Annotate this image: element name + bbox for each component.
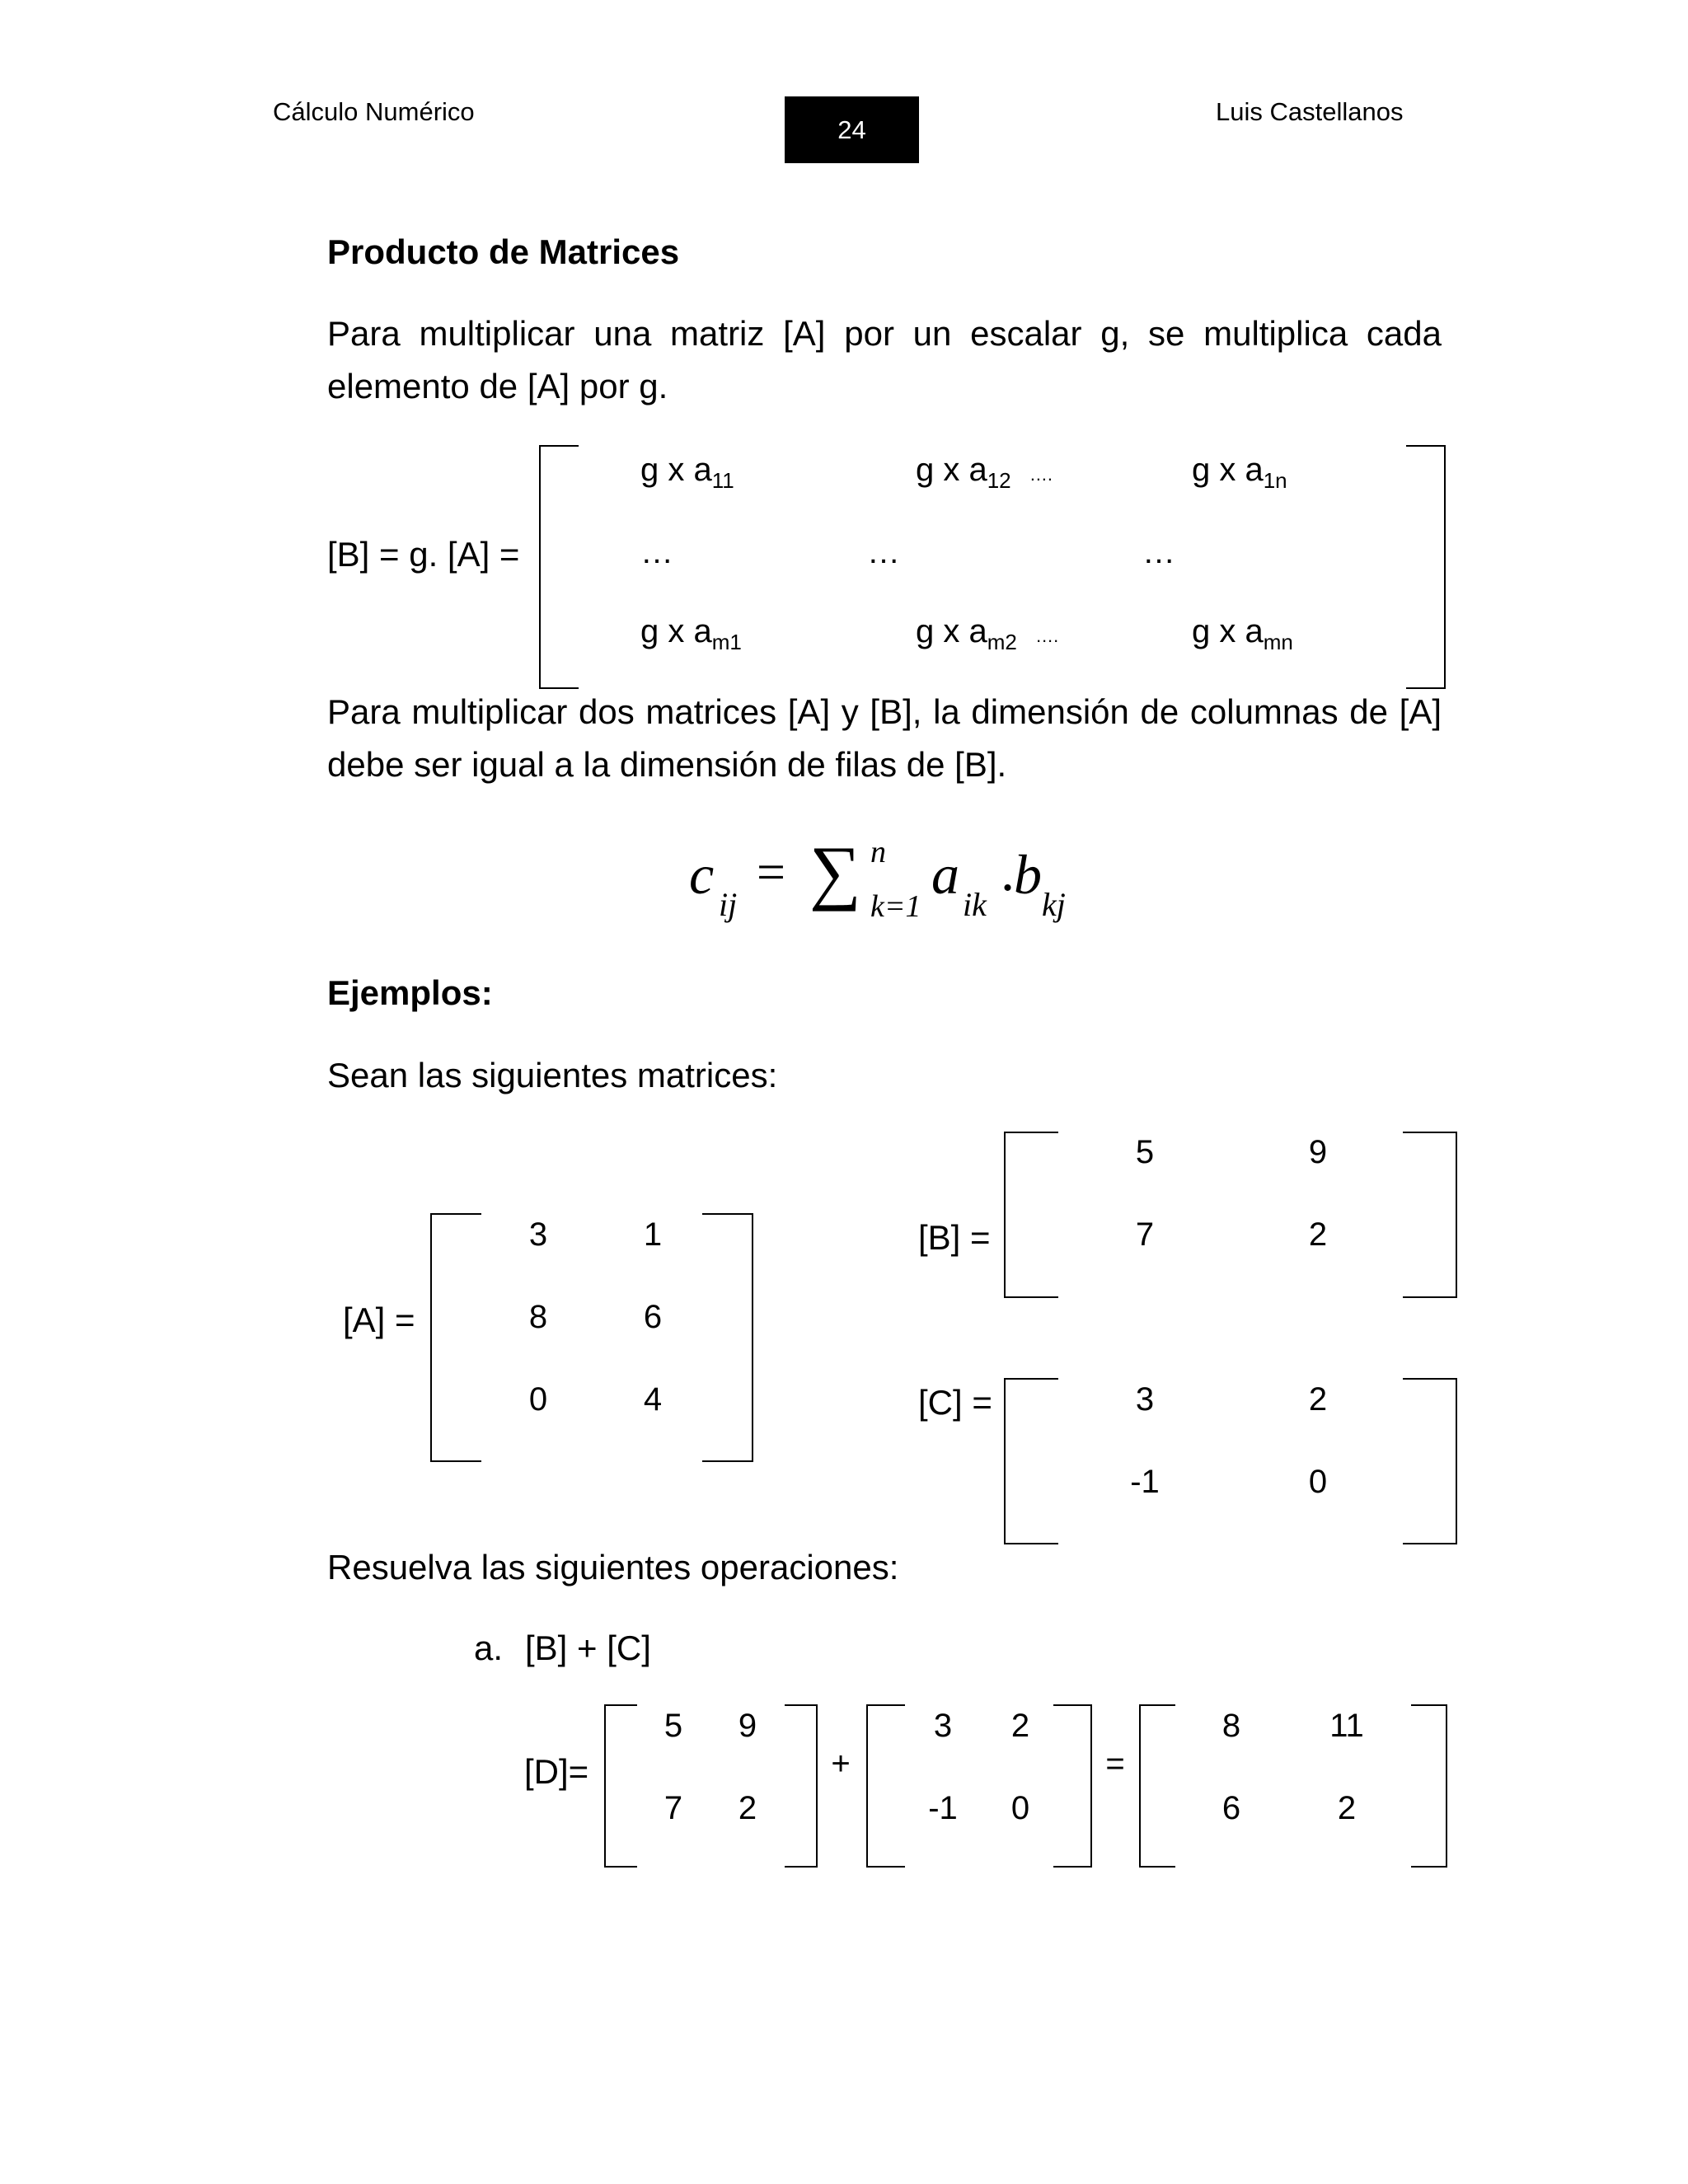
matrix-a-label: [A] = — [343, 1301, 415, 1339]
result-d-label: [D]= — [524, 1752, 589, 1791]
paragraph-product-line2: debe ser igual a la dimensión de filas de [B]. — [327, 745, 1007, 784]
formula-sigma: ∑ — [809, 832, 861, 912]
left-bracket — [1139, 1704, 1175, 1868]
paragraph-scalar-line2: elemento de [A] por g. — [327, 367, 668, 405]
paragraph-scalar-line1: Para multiplicar una matriz [A] por un escalar g, se multiplica cada — [327, 314, 1442, 353]
header-author: Luis Castellanos — [1216, 97, 1404, 126]
matrix-cell: g x $a_{mn}$ — [1192, 613, 1293, 654]
right-bracket — [1406, 445, 1446, 689]
matrix-cell: 11 — [1329, 1708, 1364, 1744]
paragraph-product-line1: Para multiplicar dos matrices [A] y [B], la dimensión de columnas de [A] — [327, 692, 1442, 731]
matrix-cell: -1 — [928, 1790, 958, 1826]
operation-a-text: [B] + [C] — [525, 1629, 651, 1667]
formula-b: b — [1014, 843, 1042, 906]
matrix-cell: 5 — [663, 1708, 683, 1744]
formula-lower-limit: k=1 — [870, 889, 921, 924]
formula-b-subscript: kj — [1042, 886, 1066, 923]
plus-sign: + — [831, 1746, 851, 1782]
formula-dot: . — [1001, 840, 1015, 902]
left-bracket — [866, 1704, 905, 1868]
matrix-cell: 8 — [528, 1299, 548, 1335]
formula-equals: = — [757, 845, 785, 901]
matrix-cell: -1 — [1130, 1464, 1160, 1500]
formula-upper-limit: n — [870, 835, 886, 869]
right-bracket — [1403, 1378, 1457, 1544]
right-bracket — [1403, 1132, 1457, 1298]
matrix-cell: 3 — [528, 1216, 548, 1253]
matrix-cell: g x $a_{11}$ — [640, 452, 734, 493]
formula-c: c — [689, 843, 715, 906]
matrix-c-label: [C] = — [918, 1383, 992, 1422]
header-course-title: Cálculo Numérico — [273, 97, 475, 126]
left-bracket — [1004, 1132, 1058, 1298]
matrix-cell: g x $a_{12}$ …. — [916, 452, 1053, 493]
matrix-cell: 9 — [738, 1708, 757, 1744]
left-bracket — [539, 445, 579, 689]
matrix-cell: 0 — [528, 1381, 548, 1418]
examples-title: Ejemplos: — [327, 973, 493, 1012]
scalar-matrix-label: [B] = g. [A] = — [327, 535, 520, 574]
matrix-cell: 3 — [1135, 1381, 1155, 1418]
matrix-cell: 2 — [1308, 1381, 1328, 1418]
formula-a: a — [931, 843, 959, 906]
left-bracket — [430, 1213, 481, 1462]
matrix-cell: g x $a_{m2}$ …. — [916, 613, 1059, 654]
matrix-cell: 6 — [1221, 1790, 1241, 1826]
matrix-cell: 4 — [643, 1381, 663, 1418]
matrix-cell: 8 — [1221, 1708, 1241, 1744]
matrix-cell: 0 — [1010, 1790, 1030, 1826]
right-bracket — [1411, 1704, 1447, 1868]
left-bracket — [604, 1704, 637, 1868]
matrix-cell: 2 — [1337, 1790, 1357, 1826]
matrix-cell: 7 — [1135, 1216, 1155, 1253]
right-bracket — [1053, 1704, 1092, 1868]
section-title: Producto de Matrices — [327, 232, 680, 271]
matrix-cell: 5 — [1135, 1134, 1155, 1170]
examples-intro: Sean las siguientes matrices: — [327, 1056, 778, 1094]
matrix-cell: 7 — [663, 1790, 683, 1826]
operation-a-marker: a. — [474, 1629, 504, 1667]
matrix-cell: g x $a_{m1}$ — [640, 613, 742, 654]
matrix-cell: 3 — [933, 1708, 953, 1744]
formula-a-subscript: ik — [963, 886, 987, 923]
matrix-cell: 2 — [1010, 1708, 1030, 1744]
operations-intro: Resuelva las siguientes operaciones: — [327, 1548, 899, 1586]
matrix-cell: g x $a_{1n}$ — [1192, 452, 1287, 493]
matrix-cell-ellipsis: … — [867, 534, 900, 570]
matrix-b-label: [B] = — [918, 1218, 991, 1257]
matrix-cell-ellipsis: … — [1142, 534, 1175, 570]
matrix-cell: 0 — [1308, 1464, 1328, 1500]
matrix-cell: 1 — [643, 1216, 663, 1253]
right-bracket — [702, 1213, 753, 1462]
equals-sign: = — [1105, 1746, 1125, 1782]
matrix-cell: 2 — [738, 1790, 757, 1826]
formula-c-subscript: ij — [719, 886, 738, 923]
right-bracket — [785, 1704, 818, 1868]
left-bracket — [1004, 1378, 1058, 1544]
matrix-cell: 2 — [1308, 1216, 1328, 1253]
matrix-cell: 9 — [1308, 1134, 1328, 1170]
matrix-cell-ellipsis: … — [640, 534, 673, 570]
page-number-badge: 24 — [785, 96, 919, 163]
matrix-cell: 6 — [643, 1299, 663, 1335]
